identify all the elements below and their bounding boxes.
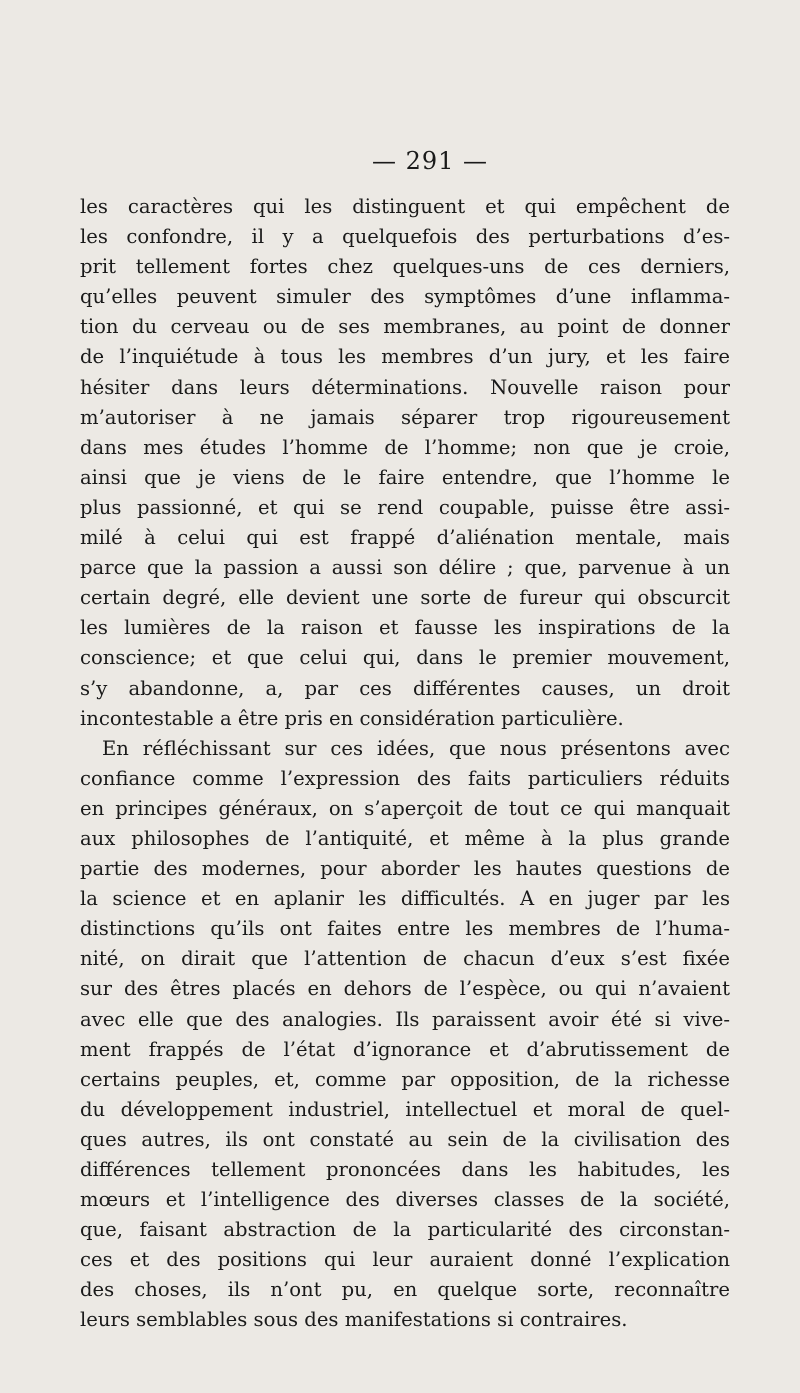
text-line: sur des êtres placés en dehors de l’espèce, ou qui n’avaient [80, 977, 730, 1001]
text-line: ainsi que je viens de le faire entendre, que l’homme le [80, 465, 730, 489]
text-line: En réfléchissant sur ces idées, que nous présentons avec [102, 736, 730, 760]
text-line: les confondre, il y a quelquefois des perturbations d’es- [80, 225, 730, 249]
text-line: avec elle que des analogies. Ils paraissent avoir été si vive- [80, 1007, 730, 1031]
text-line: du développement industriel, intellectuel et moral de quel- [80, 1097, 730, 1121]
text-line: s’y abandonne, a, par ces différentes causes, un droit [80, 676, 730, 700]
page-number: — 291 — [371, 147, 489, 175]
text-line: parce que la passion a aussi son délire ; que, parvenue à un [80, 556, 730, 580]
text-line: m’autoriser à ne jamais séparer trop rigoureusement [80, 405, 730, 429]
text-line: conscience; et que celui qui, dans le premier mouvement, [80, 646, 730, 670]
text-line: des choses, ils n’ont pu, en quelque sorte, reconnaître [80, 1278, 730, 1302]
text-line: distinctions qu’ils ont faites entre les membres de l’huma- [80, 917, 730, 941]
text-line: aux philosophes de l’antiquité, et même à la plus grande [80, 826, 730, 850]
text-line: confiance comme l’expression des faits particuliers réduits [80, 766, 730, 790]
text-line: milé à celui qui est frappé d’aliénation mentale, mais [80, 526, 730, 550]
text-line: ces et des positions qui leur auraient donné l’explication [80, 1248, 730, 1272]
text-line: prit tellement fortes chez quelques-uns de ces derniers, [80, 255, 730, 279]
text-line: les lumières de la raison et fausse les inspirations de la [80, 616, 730, 640]
text-line: que, faisant abstraction de la particularité des circonstan- [80, 1218, 730, 1242]
text-line: nité, on dirait que l’attention de chacun d’eux s’est fixée [80, 947, 730, 971]
text-line: mœurs et l’intelligence des diverses classes de la société, [80, 1188, 730, 1212]
text-line: les caractères qui les distinguent et qui empêchent de [80, 195, 730, 218]
text-line: en principes généraux, on s’aperçoit de tout ce qui manquait [80, 796, 730, 820]
text-line: de l’inquiétude à tous les membres d’un jury, et les faire [80, 345, 730, 369]
text-line: qu’elles peuvent simuler des symptômes d’une inflamma- [80, 285, 730, 309]
text-line: certain degré, elle devient une sorte de fureur qui obscurcit [80, 586, 730, 610]
body-text [80, 192, 730, 1336]
text-line: certains peuples, et, comme par opposition, de la richesse [80, 1067, 730, 1091]
text-line: incontestable a être pris en considération particulière. [80, 706, 624, 730]
text-line: ques autres, ils ont constaté au sein de la civilisation des [80, 1127, 730, 1151]
text-line: hésiter dans leurs déterminations. Nouvelle raison pour [80, 375, 730, 399]
text-line: ment frappés de l’état d’ignorance et d’abrutissement de [80, 1037, 730, 1061]
text-line: tion du cerveau ou de ses membranes, au point de donner [80, 315, 730, 339]
text-line: la science et en aplanir les difficultés. A en juger par les [80, 887, 730, 911]
text-line: leurs semblables sous des manifestations si contraires. [80, 1308, 628, 1332]
text-line: partie des modernes, pour aborder les hautes questions de [80, 857, 730, 881]
text-line: plus passionné, et qui se rend coupable, puisse être assi- [80, 495, 730, 519]
text-line: dans mes études l’homme de l’homme; non que je croie, [80, 435, 730, 459]
text-line: différences tellement prononcées dans les habitudes, les [80, 1158, 730, 1181]
